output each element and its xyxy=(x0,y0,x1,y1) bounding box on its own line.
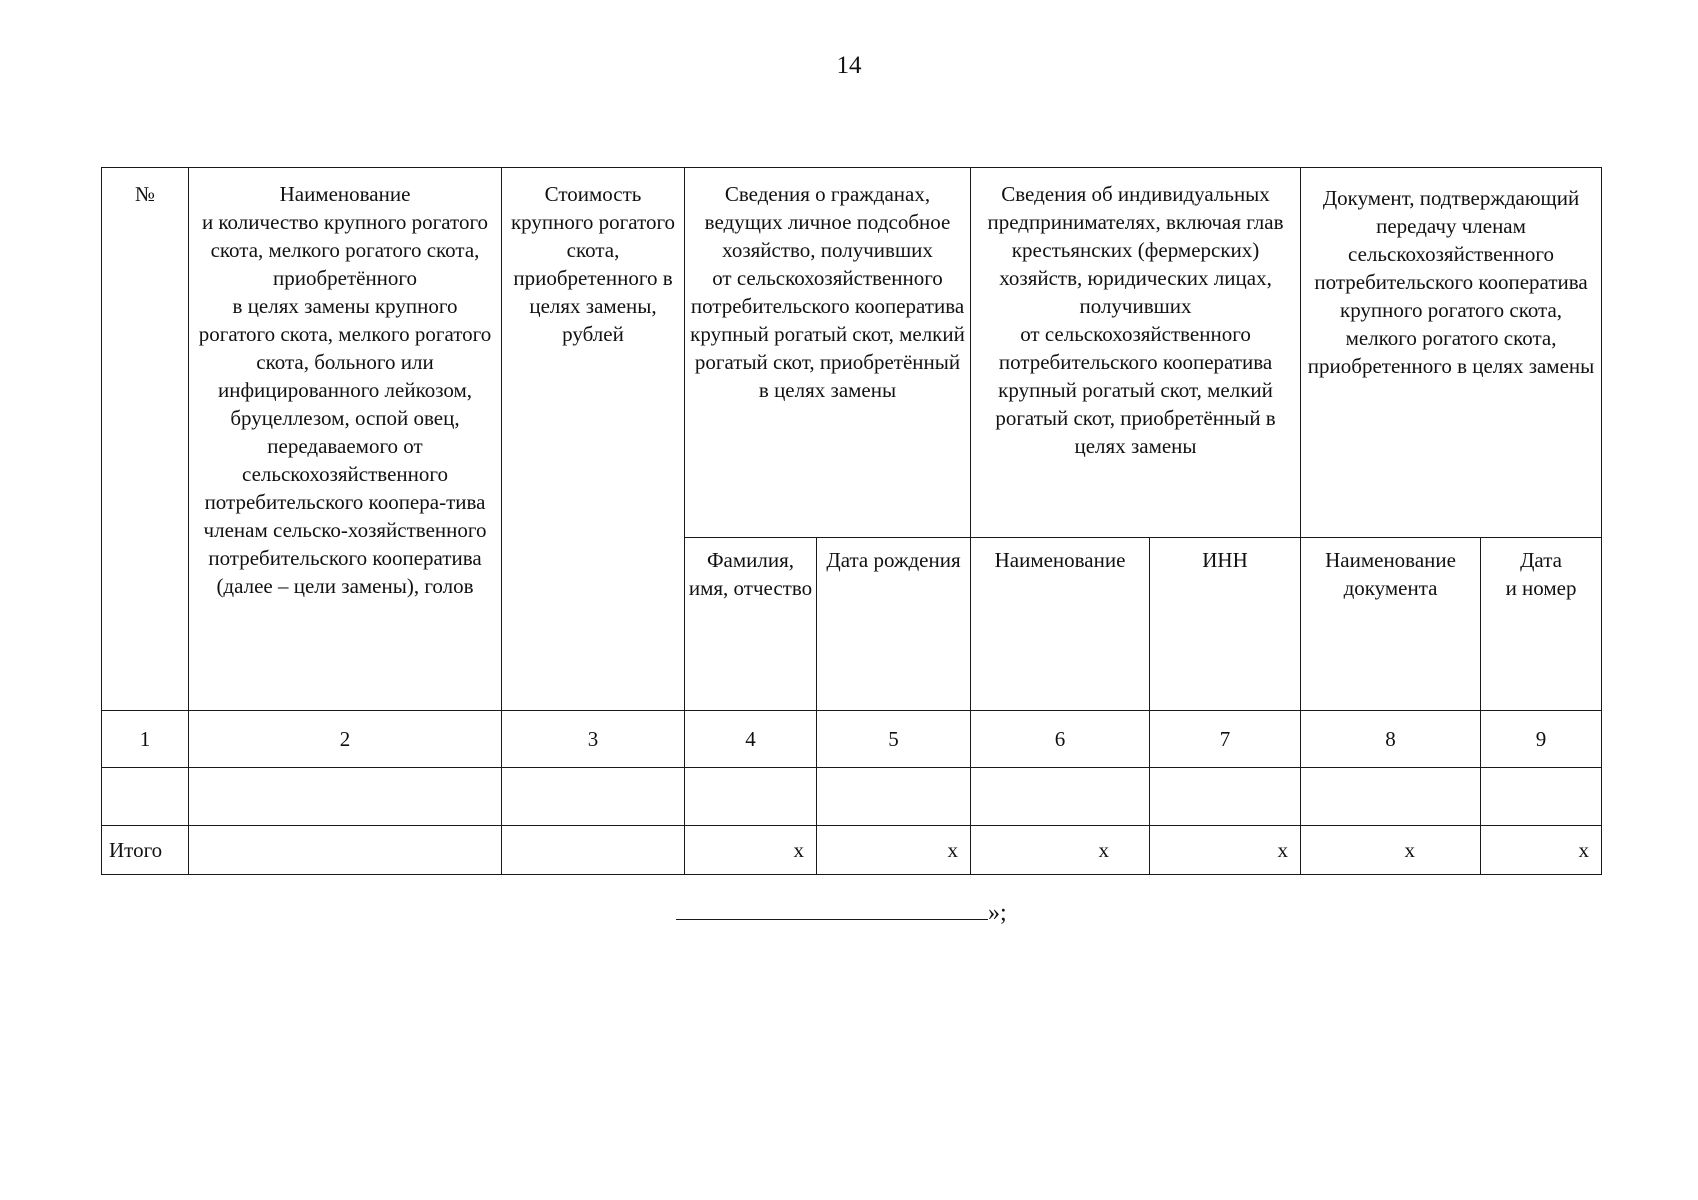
empty-cell xyxy=(1301,768,1481,826)
header-row-1 xyxy=(102,168,1602,538)
header-sub-fio: Фамилия, имя, отчество xyxy=(685,538,817,711)
header-group-citizens: Сведения о гражданах, ведущих личное подсобное хозяйство, получивших от сельскохозяйственного потребительского кооператива крупный рогатый скот, мелкий рогатый скот, приобретённый в целях замены xyxy=(685,168,971,538)
header-sub-inn: ИНН xyxy=(1150,538,1301,711)
header-sub-birth: Дата рождения xyxy=(817,538,971,711)
total-row xyxy=(102,826,1602,875)
closing-quote: »; xyxy=(988,900,1007,926)
header-col-cost: Стоимость крупного рогатого скота, приобретенного в целях замены, рублей xyxy=(502,168,685,711)
column-number: 2 xyxy=(189,711,502,768)
header-col-number: № xyxy=(102,168,189,711)
empty-cell xyxy=(1481,768,1602,826)
total-label: Итого xyxy=(102,826,189,875)
column-number: 3 xyxy=(502,711,685,768)
closing-line xyxy=(676,897,1007,927)
empty-cell xyxy=(817,768,971,826)
column-number-row xyxy=(102,711,1602,768)
column-number: 8 xyxy=(1301,711,1481,768)
column-number: 5 xyxy=(817,711,971,768)
column-number: 4 xyxy=(685,711,817,768)
page-number: 14 xyxy=(836,52,862,79)
total-cell: х xyxy=(971,826,1150,875)
empty-cell xyxy=(685,768,817,826)
empty-data-row xyxy=(102,768,1602,826)
empty-cell xyxy=(189,768,502,826)
signature-underline xyxy=(676,897,988,920)
column-number: 6 xyxy=(971,711,1150,768)
total-cell xyxy=(189,826,502,875)
empty-cell xyxy=(971,768,1150,826)
header-group-document: Документ, подтверждающий передачу членам сельскохозяйственного потребительского кооператива крупного рогатого скота, мелкого рогатого скота, приобретенного в целях замены xyxy=(1301,168,1602,538)
empty-cell xyxy=(1150,768,1301,826)
total-cell: х xyxy=(1150,826,1301,875)
total-cell: х xyxy=(1481,826,1602,875)
empty-cell xyxy=(502,768,685,826)
header-sub-doc-date: Дата и номер xyxy=(1481,538,1602,711)
column-number: 1 xyxy=(102,711,189,768)
total-cell: х xyxy=(685,826,817,875)
header-sub-name: Наименование xyxy=(971,538,1150,711)
column-number: 9 xyxy=(1481,711,1602,768)
report-table xyxy=(101,167,1602,875)
empty-cell xyxy=(102,768,189,826)
column-number: 7 xyxy=(1150,711,1301,768)
total-cell: х xyxy=(1301,826,1481,875)
total-cell xyxy=(502,826,685,875)
total-cell: х xyxy=(817,826,971,875)
header-group-entrepreneurs: Сведения об индивидуальных предпринимателях, включая глав крестьянских (фермерских) хозяйств, юридических лицах, получивших от сельскохозяйственного потребительского кооператива крупный рогатый скот, мелкий рогатый скот, приобретённый в целях замены xyxy=(971,168,1301,538)
header-col-livestock: Наименование и количество крупного рогатого скота, мелкого рогатого скота, приобретённого в целях замены крупного рогатого скота, мелкого рогатого скота, больного или инфицированного лейкозом, бруцеллезом, оспой овец, передаваемого от сельскохозяйственного потребительского коопера-тива членам сельско-хозяйственного потребительского кооператива (далее – цели замены), голов xyxy=(189,168,502,711)
header-sub-doc-name: Наименование документа xyxy=(1301,538,1481,711)
